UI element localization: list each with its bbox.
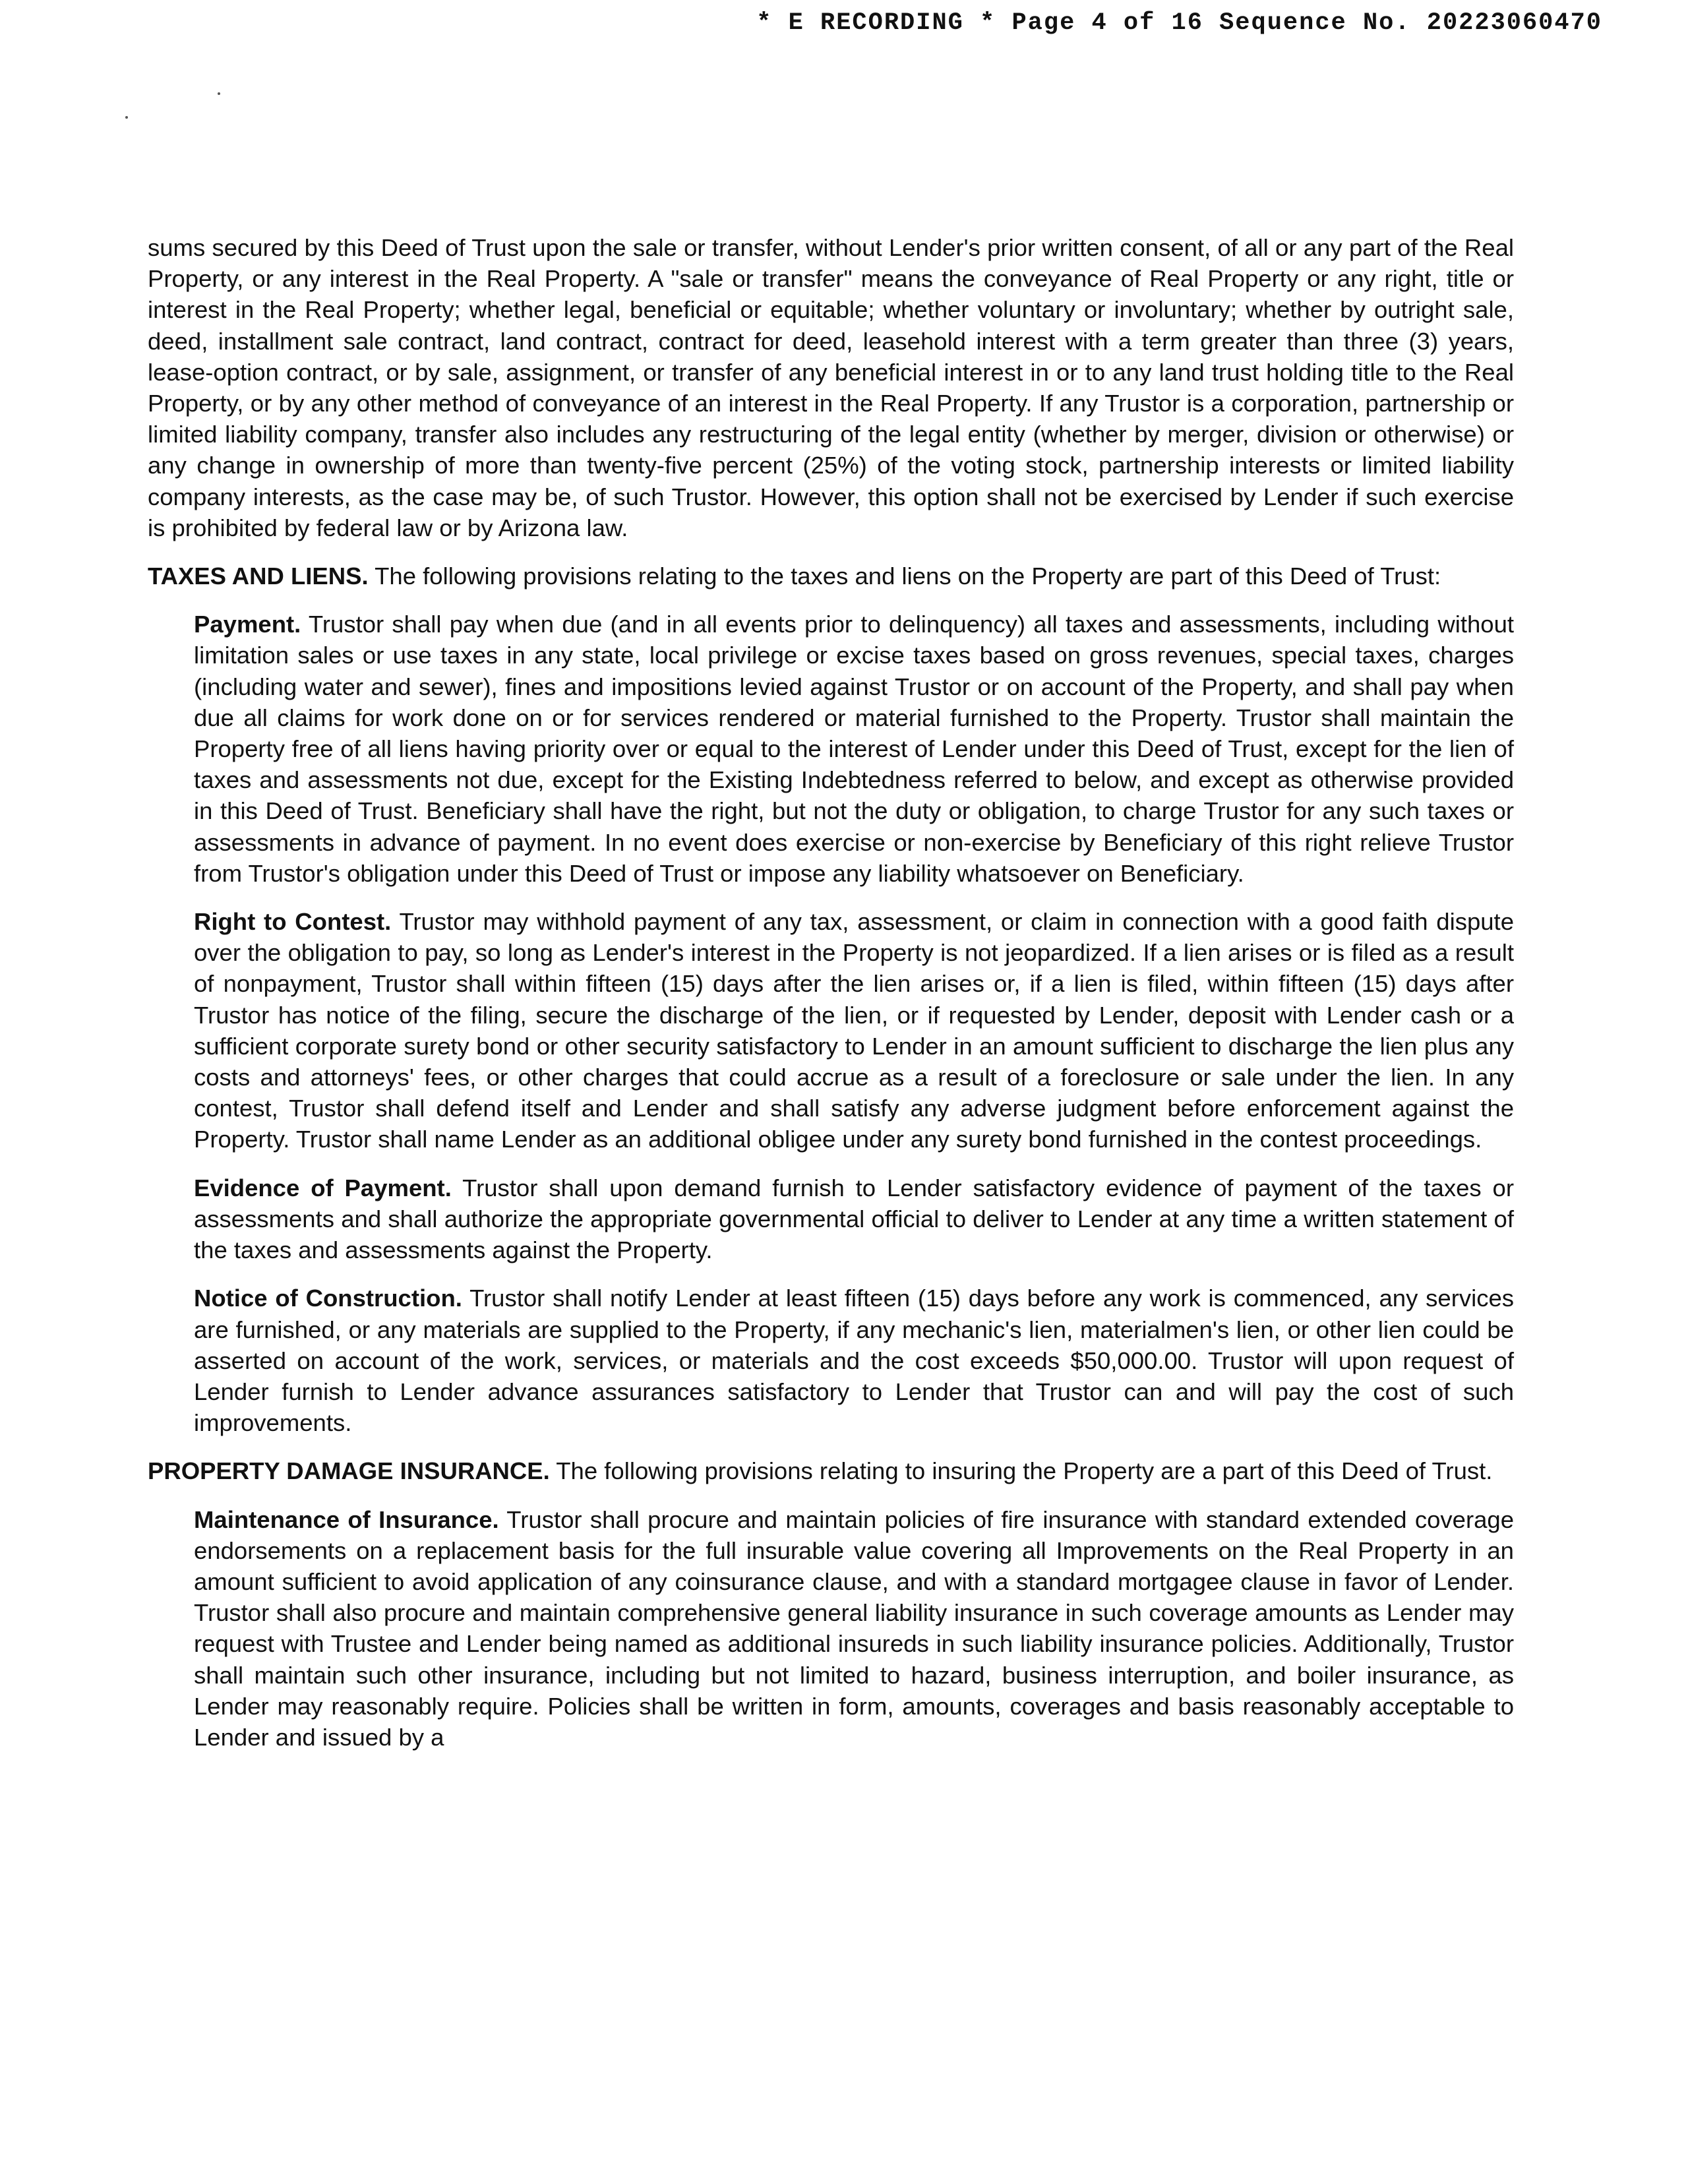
paragraph-text: Trustor may withhold payment of any tax, assessment, or claim in connection with a good faith dispute over the obligation to pay, so long as Lender's interest in the Property is not jeopardized. If a lien arises or is filed as a result of nonpayment, Trustor shall within fifteen (15) days after the lien arises or, if a lien is filed, within fifteen (15) days after Trustor has notice of the filing, secure the discharge of the lien, or if requested by Lender, deposit with Lender cash or a sufficient corporate surety bond or other security satisfactory to Lender in an amount sufficient to discharge the lien plus any costs and attorneys' fees, or other charges that could accrue as a result of a foreclosure or sale under the lien. In any contest, Trustor shall defend itself and Lender and shall satisfy any adverse judgment before enforcement against the Property. Trustor shall name Lender as an additional obligee under any surety bond furnished in the contest proceedings. (194, 908, 1514, 1153)
paragraph-text: The following provisions relating to the taxes and liens on the Property are part of this Deed of Trust: (375, 562, 1441, 590)
document-body (148, 232, 1514, 1770)
paragraph-text: Trustor shall procure and maintain policies of fire insurance with standard extended coverage endorsements on a replacement basis for the full insurable value covering all Improvements on the Real Property in an amount sufficient to avoid application of any coinsurance clause, and with a standard mortgagee clause in favor of Lender. Trustor shall also procure and maintain comprehensive general liability insurance in such coverage amounts as Lender may request with Trustee and Lender being named as additional insureds in such liability insurance policies. Additionally, Trustor shall maintain such other insurance, including but not limited to hazard, business interruption, and boiler insurance, as Lender may reasonably require. Policies shall be written in form, amounts, coverages and basis reasonably acceptable to Lender and issued by a (194, 1505, 1515, 1751)
paragraph-text: sums secured by this Deed of Trust upon the sale or transfer, without Lender's prior written consent, of all or any part of the Real Property, or any interest in the Real Property. A "sale or transfer" means the conveyance of Real Property or any right, title or interest in the Real Property; whether legal, beneficial or equitable; whether voluntary or involuntary; whether by outright sale, deed, installment sale contract, land contract, contract for deed, leasehold interest with a term greater than three (3) years, lease-option contract, or by sale, assignment, or transfer of any beneficial interest in or to any land trust holding title to the Real Property, or by any other method of conveyance of an interest in the Real Property. If any Trustor is a corporation, partnership or limited liability company, transfer also includes any restructuring of the legal entity (whether by merger, division or otherwise) or any change in ownership of more than twenty-five percent (25%) of the voting stock, partnership interests or limited liability company interests, as the case may be, of such Trustor. However, this option shall not be exercised by Lender if such exercise is prohibited by federal law or by Arizona law. (148, 234, 1514, 541)
subsection-heading: Maintenance of Insurance. (194, 1505, 499, 1533)
section-heading: PROPERTY DAMAGE INSURANCE. (148, 1457, 550, 1485)
subsection-payment (194, 609, 1514, 889)
paragraph-text: The following provisions relating to insuring the Property are a part of this Deed of Trust. (556, 1457, 1493, 1485)
section-property-damage-insurance (148, 1455, 1514, 1486)
paragraph-text: Trustor shall pay when due (and in all events prior to delinquency) all taxes and assessments, including without limitation sales or use taxes in any state, local privilege or excise taxes based on gross revenues, special taxes, charges (including water and sewer), fines and impositions levied against Trustor or on account of the Property, and shall pay when due all claims for work done on or for services rendered or material furnished to the Property. Trustor shall maintain the Property free of all liens having priority over or equal to the interest of Lender under this Deed of Trust, except for the lien of taxes and assessments not due, except for the Existing Indebtedness referred to below, and except as otherwise provided in this Deed of Trust. Beneficiary shall have the right, but not the duty or obligation, to charge Trustor for any such taxes or assessments in advance of payment. In no event does exercise or non-exercise by Beneficiary of this right relieve Trustor from Trustor's obligation under this Deed of Trust or impose any liability whatsoever on Beneficiary. (194, 611, 1515, 887)
paragraph-sale-transfer (148, 232, 1514, 543)
subsection-maintenance-of-insurance (194, 1504, 1514, 1753)
subsection-heading: Payment. (194, 611, 301, 638)
section-taxes-and-liens (148, 561, 1514, 592)
recording-header: * E RECORDING * Page 4 of 16 Sequence No. 20223060470 (756, 9, 1602, 37)
scan-speck (218, 92, 220, 95)
section-heading: TAXES AND LIENS. (148, 562, 369, 590)
subsection-notice-of-construction (194, 1283, 1514, 1438)
subsection-heading: Notice of Construction. (194, 1285, 462, 1312)
paragraph-text: Trustor shall notify Lender at least fifteen (15) days before any work is commenced, any services are furnished, or any materials are supplied to the Property, if any mechanic's lien, materialmen's lien, or other lien could be asserted on account of the work, services, or materials and the cost exceeds $50,000.00. Trustor will upon request of Lender furnish to Lender advance assurances satisfactory to Lender that Trustor can and will pay the cost of such improvements. (194, 1285, 1515, 1437)
subsection-heading: Right to Contest. (194, 908, 392, 936)
scan-speck (125, 116, 128, 119)
subsection-right-to-contest (194, 906, 1514, 1155)
subsection-heading: Evidence of Payment. (194, 1174, 452, 1201)
subsection-evidence-of-payment (194, 1172, 1514, 1266)
paragraph-text: Trustor shall upon demand furnish to Lender satisfactory evidence of payment of the taxes or assessments and shall authorize the appropriate governmental official to deliver to Lender at any time a written statement of the taxes and assessments against the Property. (194, 1174, 1515, 1264)
